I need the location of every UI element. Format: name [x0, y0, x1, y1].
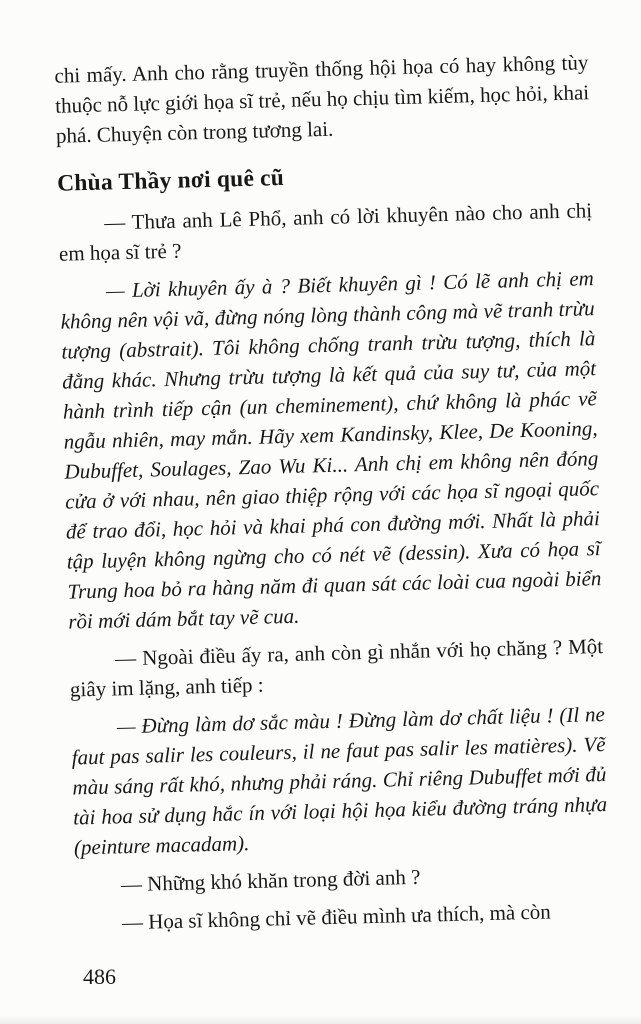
- interview-answer: — Đừng làm dơ sắc màu ! Đừng làm dơ chất liệu ! (Il ne faut pas salir les couleurs, il ne faut pas salir les matières). Vẽ màu sáng rất khó, nhưng phải ráng. Chỉ riêng Dubuffet mới đủ tài hoa sử dụng hắc ín với loại hội họa kiểu đường tráng nhựa (peinture macadam).: [71, 702, 608, 860]
- paragraph-continuation: chi mấy. Anh cho rằng truyền thống hội họa có hay không tùy thuộc nỗ lực giới họa sĩ trẻ, nếu họ chịu tìm kiếm, học hỏi, khai phá. Chuyện còn trong tương lai.: [54, 50, 590, 148]
- interview-question: — Ngoài điều ấy ra, anh còn gì nhắn với họ chăng ? Một giây im lặng, anh tiếp :: [69, 634, 604, 702]
- interview-question: — Họa sĩ không chỉ vẽ điều mình ưa thích, mà còn: [121, 899, 552, 935]
- page-number: 486: [83, 964, 116, 989]
- interview-answer: — Lời khuyên ấy à ? Biết khuyên gì ! Có lẽ anh chị em không nên vội vã, đừng nóng lòng thành công mà vẽ tranh trừu tượng (abstrait). Tôi không chống tranh trừu tượng, thích là đằng khác. Nhưng trừu tượng là kết quả của suy tư, của một hành trình tiếp cận (un cheminement), chứ không là phác vẽ ngẫu nhiên, may mắn. Hãy xem Kandinsky, Klee, De Kooning, Dubuffet, Soulages, Zao Wu Ki... Anh chị em không nên đóng cửa ở với nhau, nên giao thiệp rộng với các họa sĩ ngoại quốc để trao đổi, học hỏi và khai phá con đường mới. Nhất là phải tập luyện không ngừng cho có nét vẽ (dessin). Xưa có họa sĩ Trung hoa bỏ ra hàng năm đi quan sát các loài cua ngoài biển rồi mới dám bắt tay vẽ cua.: [60, 266, 602, 634]
- section-heading: Chùa Thầy nơi quê cũ: [56, 164, 285, 197]
- interview-question: — Thưa anh Lê Phổ, anh có lời khuyên nào cho anh chị em họa sĩ trẻ ?: [58, 198, 593, 266]
- page-text-block: [54, 47, 610, 946]
- interview-question: — Những khó khăn trong đời anh ?: [120, 864, 421, 897]
